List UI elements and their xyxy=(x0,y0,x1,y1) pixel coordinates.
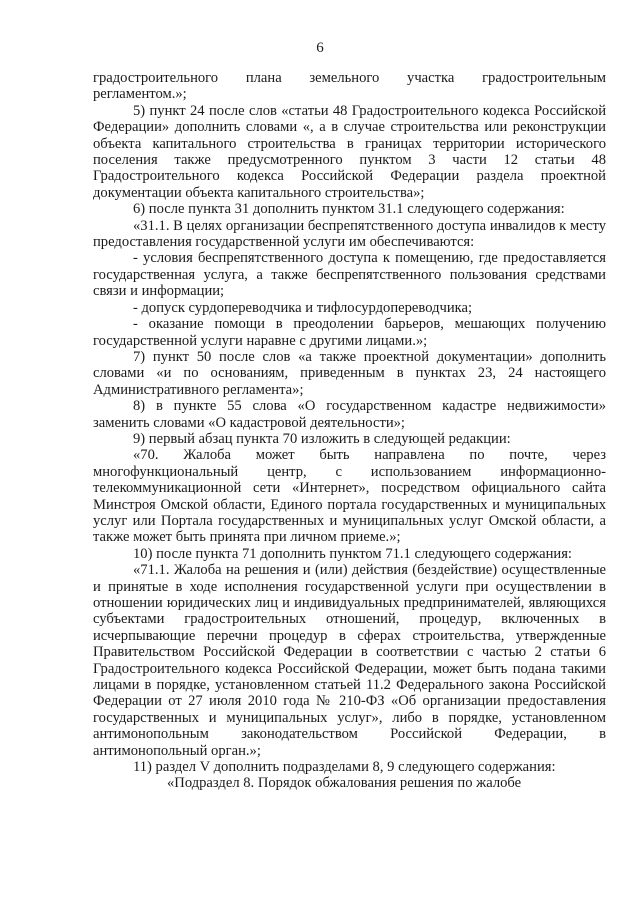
paragraph-item-11: 11) раздел V дополнить подразделами 8, 9 следующего содержания: xyxy=(133,759,556,776)
paragraph-71-1: «71.1. Жалоба на решения и (или) действия (бездействие) осуществленные и принятые в ходе исполнения государственной услуги при осуществлении в отношении юридических лиц и индивидуальных предпринимателей, являющихся субъектами градостроительных отношений, процедур, включенных в исчерпывающие перечни процедур в сферах строительства, утвержденные Правительством Российской Федерации в соответствии с частью 2 статьи 6 Градостроительного кодекса Российской Федерации, может быть подана такими лицами в порядке, установленном статьей 11.2 Федерального закона Российской Федерации от 27 июля 2010 года № 210-ФЗ «Об организации предоставления государственных и муниципальных услуг», либо в порядке, установленном антимонопольным законодательством Российской Федерации, в антимонопольный орган.»; xyxy=(93,562,606,759)
paragraph-continuation: градостроительного плана земельного участка градостроительным регламентом.»; xyxy=(93,70,606,103)
list-item-assistance: - оказание помощи в преодолении барьеров, мешающих получению государственной услуги наравне с другими лицами.»; xyxy=(93,316,606,349)
paragraph-item-6: 6) после пункта 31 дополнить пунктом 31.1 следующего содержания: xyxy=(133,201,565,218)
document-body xyxy=(93,70,606,792)
paragraph-item-5: 5) пункт 24 после слов «статьи 48 Градостроительного кодекса Российской Федерации» дополнить словами «, а в случае строительства или реконструкции объекта капитального строительства в границах территории исторического поселения также предусмотренного пунктом 3 части 12 статьи 48 Градостроительного кодекса Российской Федерации раздела проектной документации объекта капитального строительства»; xyxy=(93,102,606,201)
paragraph-item-9: 9) первый абзац пункта 70 изложить в следующей редакции: xyxy=(133,430,511,447)
subsection-8-heading: «Подраздел 8. Порядок обжалования решения по жалобе xyxy=(167,775,522,792)
list-item-conditions: - условия беспрепятственного доступа к помещению, где предоставляется государственная услуга, а также беспрепятственного пользования средствами связи и информации; xyxy=(93,250,606,300)
paragraph-70: «70. Жалоба может быть направлена по почте, через многофункциональный центр, с использованием информационно-телекоммуникационной сети «Интернет», посредством официального сайта Минстроя Омской области, Единого портала государственных и муниципальных услуг или Портала государственных и муниципальных услуг Омской области, а также может быть принята при личном приеме.»; xyxy=(93,447,606,546)
paragraph-item-8: 8) в пункте 55 слова «О государственном кадастре недвижимости» заменить словами «О кадастровой деятельности»; xyxy=(93,398,606,431)
paragraph-31-1: «31.1. В целях организации беспрепятственного доступа инвалидов к месту предоставления государственной услуги им обеспечиваются: xyxy=(93,217,606,251)
paragraph-item-7: 7) пункт 50 после слов «а также проектной документации» дополнить словами «и по основаниям, приведенным в пунктах 23, 24 настоящего Административного регламента»; xyxy=(93,348,606,398)
paragraph-item-10: 10) после пункта 71 дополнить пунктом 71.1 следующего содержания: xyxy=(133,545,572,562)
page-number: 6 xyxy=(316,40,324,56)
list-item-interpreter: - допуск сурдопереводчика и тифлосурдопереводчика; xyxy=(133,299,473,316)
